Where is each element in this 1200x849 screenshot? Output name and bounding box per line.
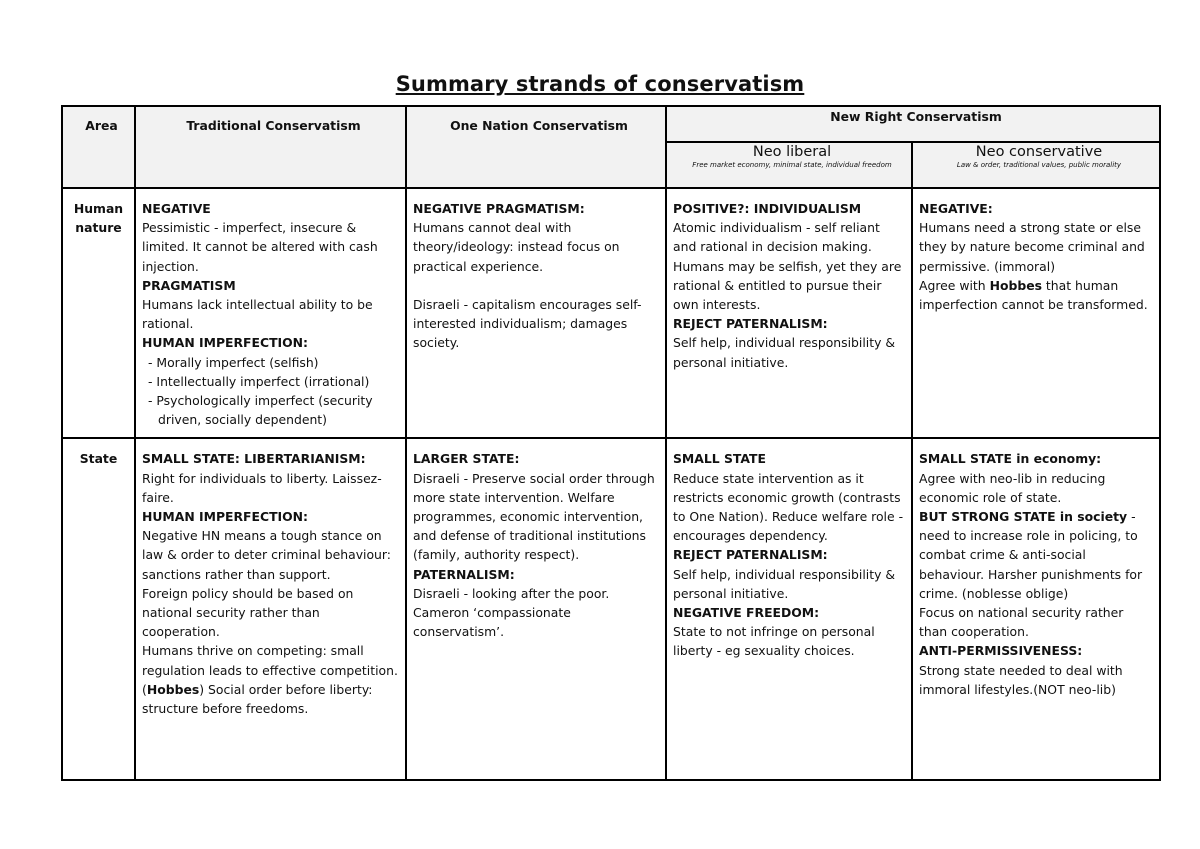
st-nl-heading-2: REJECT PATERNALISM: bbox=[673, 547, 828, 563]
hn-trad-heading-1: NEGATIVE bbox=[142, 201, 211, 216]
st-nc-text-3: Focus on national security rather than cooperation. bbox=[919, 605, 1124, 640]
hn-one-text-1: Humans cannot deal with theory/ideology: instead focus on practical experience. bbox=[413, 220, 620, 274]
st-nc-text-2 bbox=[919, 507, 1153, 603]
st-nl-text-3: State to not infringe on personal liberty - eg sexuality choices. bbox=[673, 624, 875, 659]
cell-hn-neo-conservative bbox=[912, 188, 1160, 438]
cell-hn-traditional bbox=[135, 188, 406, 438]
st-nc-text-1: Agree with neo-lib in reducing economic role of state. bbox=[919, 470, 1106, 505]
header-area: Area bbox=[62, 106, 135, 188]
st-one-text-2: Disraeli - looking after the poor. Cameron ‘compassionate conservatism’. bbox=[413, 585, 610, 640]
st-nc-text-2b: - need to increase role in policing, to combat crime & anti-social behaviour. Harsher punishments for crime. (noblesse oblige) bbox=[919, 509, 1143, 601]
st-nc-heading-2: BUT STRONG STATE in society bbox=[919, 509, 1128, 525]
hn-nl-heading-1: POSITIVE?: INDIVIDUALISM bbox=[673, 201, 862, 216]
spacer bbox=[413, 276, 659, 295]
cell-hn-one-nation bbox=[406, 188, 666, 438]
row-state bbox=[62, 438, 1160, 780]
conservatism-table bbox=[61, 105, 1161, 781]
hn-nc-heading-1: NEGATIVE: bbox=[919, 201, 993, 216]
row-human-nature bbox=[62, 188, 1160, 438]
hn-nc-text-2 bbox=[919, 276, 1153, 314]
header-neo-conservative bbox=[912, 142, 1160, 188]
hn-trad-text-2: Humans lack intellectual ability to be rational. bbox=[142, 297, 373, 332]
hn-trad-bullet-3: - Psychologically imperfect (security driven, socially dependent) bbox=[148, 393, 373, 428]
hn-nc-text-2c: that human imperfection cannot be transformed. bbox=[919, 277, 1148, 313]
hn-trad-heading-2: PRAGMATISM bbox=[142, 277, 236, 293]
hn-nl-text-2: Self help, individual responsibility & personal initiative. bbox=[673, 335, 896, 370]
neo-liberal-title: Neo liberal bbox=[752, 144, 832, 160]
st-trad-heading-2: HUMAN IMPERFECTION: bbox=[142, 509, 309, 525]
st-nc-heading-3: ANTI-PERMISSIVENESS: bbox=[919, 643, 1083, 659]
st-trad-text-4: Humans thrive on competing: small regulation leads to effective competition. bbox=[142, 643, 398, 678]
hn-nl-heading-2: REJECT PATERNALISM: bbox=[673, 316, 828, 332]
page-title: Summary strands of conservatism bbox=[395, 72, 805, 96]
st-trad-hobbes: Hobbes bbox=[146, 681, 200, 697]
header-new-right: New Right Conservatism bbox=[666, 106, 1160, 142]
hn-nc-text-1: Humans need a strong state or else they by nature become criminal and permissive. (immoral) bbox=[919, 220, 1145, 274]
area-human-nature: Human nature bbox=[62, 188, 135, 438]
st-trad-text-1: Right for individuals to liberty. Laissez-faire. bbox=[142, 470, 382, 505]
cell-state-traditional bbox=[135, 438, 406, 780]
hn-trad-heading-3: HUMAN IMPERFECTION: bbox=[142, 335, 309, 351]
st-nc-text-4: Strong state needed to deal with immoral lifestyles.(NOT neo-lib) bbox=[919, 662, 1123, 697]
hn-one-text-2: Disraeli - capitalism encourages self-interested individualism; damages society. bbox=[413, 296, 642, 351]
cell-state-neo-liberal bbox=[666, 438, 912, 780]
area-state: State bbox=[62, 438, 135, 780]
hn-trad-bullet-1: - Morally imperfect (selfish) bbox=[148, 354, 319, 370]
st-trad-text-5 bbox=[142, 680, 399, 718]
hn-one-heading-1: NEGATIVE PRAGMATISM: bbox=[413, 201, 585, 216]
st-nl-heading-1: SMALL STATE bbox=[673, 451, 766, 467]
st-nl-text-1: Reduce state intervention as it restricts economic growth (contrasts to One Nation). Reduce welfare role - encourages dependency. bbox=[673, 470, 904, 544]
hn-nc-hobbes: Hobbes bbox=[989, 277, 1042, 293]
st-trad-text-3: Foreign policy should be based on national security rather than cooperation. bbox=[142, 585, 354, 640]
st-one-heading-1: LARGER STATE: bbox=[413, 451, 520, 467]
hn-trad-text-1: Pessimistic - imperfect, insecure & limited. It cannot be altered with cash injection. bbox=[142, 220, 378, 274]
hn-nl-text-1: Atomic individualism - self reliant and rational in decision making. Humans may be selfish, yet they are rational & entitled to pursue their own interests. bbox=[673, 220, 902, 313]
hn-nc-text-2a: Agree with bbox=[919, 277, 990, 293]
st-nc-heading-1: SMALL STATE in economy: bbox=[919, 451, 1102, 467]
header-neo-liberal bbox=[666, 142, 912, 188]
st-trad-text-5a: ( bbox=[142, 681, 147, 697]
st-trad-text-2: Negative HN means a tough stance on law & order to deter criminal behaviour: sanctions rather than support. bbox=[142, 528, 391, 582]
st-nl-heading-3: NEGATIVE FREEDOM: bbox=[673, 605, 820, 621]
neo-liberal-note: Free market economy, minimal state, individual freedom bbox=[692, 161, 892, 169]
cell-state-neo-conservative bbox=[912, 438, 1160, 780]
st-one-text-1: Disraeli - Preserve social order through more state intervention. Welfare programmes, economic intervention, and defense of traditional institutions (family, authority respect). bbox=[413, 470, 655, 563]
st-one-heading-2: PATERNALISM: bbox=[413, 566, 515, 582]
neo-conservative-note: Law & order, traditional values, public morality bbox=[956, 161, 1122, 169]
st-nl-text-2: Self help, individual responsibility & personal initiative. bbox=[673, 566, 896, 601]
st-trad-text-5c: ) Social order before liberty: structure before freedoms. bbox=[142, 681, 373, 717]
cell-hn-neo-liberal bbox=[666, 188, 912, 438]
st-trad-heading-1: SMALL STATE: LIBERTARIANISM: bbox=[142, 451, 366, 467]
neo-conservative-title: Neo conservative bbox=[975, 144, 1103, 160]
header-one-nation: One Nation Conservatism bbox=[406, 106, 666, 188]
header-traditional: Traditional Conservatism bbox=[135, 106, 406, 188]
cell-state-one-nation bbox=[406, 438, 666, 780]
hn-trad-bullet-2: - Intellectually imperfect (irrational) bbox=[148, 373, 370, 389]
